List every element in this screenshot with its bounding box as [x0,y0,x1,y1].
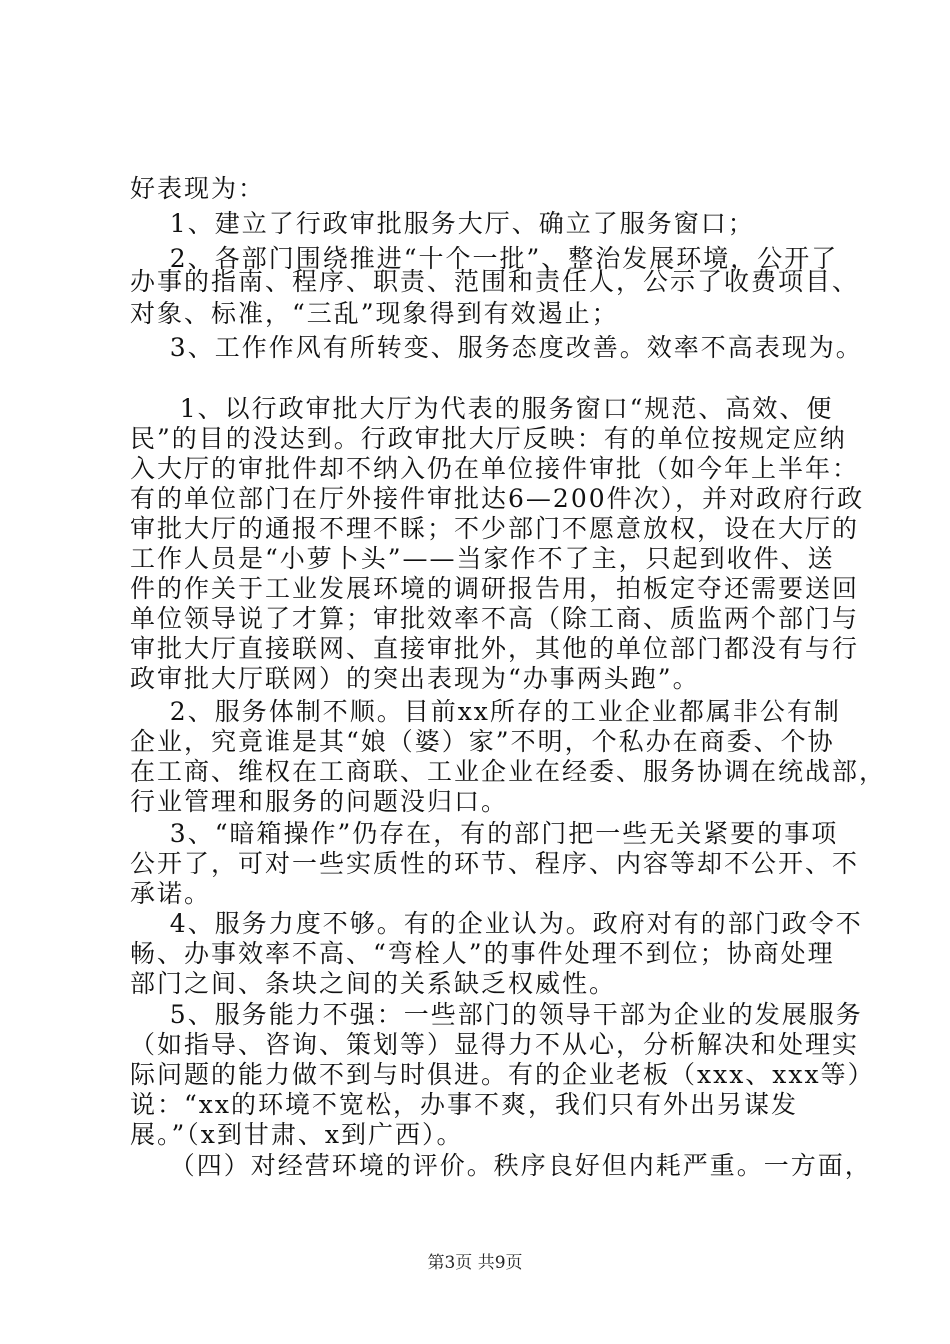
text-line: 部门之间、条块之间的关系缺乏权威性。 [130,969,617,998]
text-line: 际问题的能力做不到与时俱进。有的企业老板（xxx、xxx等） [130,1060,875,1089]
text-line: 2、服务体制不顺。目前xx所存的工业企业都属非公有制 [130,697,841,726]
text-line: 企业，究竟谁是其“娘（婆）家”不明，个私办在商委、个协 [130,727,835,756]
text-line: 政审批大厅联网）的突出表现为“办事两头跑”。 [130,664,700,693]
text-line: 好表现为： [130,174,266,203]
text-line: 办事的指南、程序、职责、范围和责任人，公示了收费项目、 [130,267,860,296]
text-line: 行业管理和服务的问题没归口。 [130,787,509,816]
text-line: 对象、标准，“三乱”现象得到有效遏止； [130,299,619,328]
text-line: 展。”（x到甘肃、x到广西）。 [130,1120,464,1149]
text-line: 3、“暗箱操作”仍存在，有的部门把一些无关紧要的事项 [130,819,839,848]
text-line: 有的单位部门在厅外接件审批达6—200件次），并对政府行政 [130,484,865,513]
text-line: 民”的目的没达到。行政审批大厅反映：有的单位按规定应纳 [130,424,847,453]
text-line: 审批大厅直接联网、直接审批外，其他的单位部门都没有与行 [130,634,860,663]
text-line: 说：“xx的环境不宽松，办事不爽，我们只有外出另谋发 [130,1090,798,1119]
text-line: 2、各部门围绕推进“十个一批”、整治发展环境，公开了 [130,244,839,273]
text-line: 工作人员是“小萝卜头”——当家作不了主，只起到收件、送 [130,544,835,573]
text-line: 审批大厅的通报不理不睬；不少部门不愿意放权，设在大厅的 [130,514,860,543]
text-line: 公开了，可对一些实质性的环节、程序、内容等却不公开、不 [130,849,860,878]
text-line: 1、以行政审批大厅为代表的服务窗口“规范、高效、便 [130,394,834,423]
text-line: 4、服务力度不够。有的企业认为。政府对有的部门政令不 [130,909,863,938]
text-line: 5、服务能力不强：一些部门的领导干部为企业的发展服务 [130,1000,863,1029]
text-line: （如指导、咨询、策划等）显得力不从心，分析解决和处理实 [130,1030,860,1059]
text-line: 畅、办事效率不高、“弯栓人”的事件处理不到位；协商处理 [130,939,835,968]
text-line: 3、工作作风有所转变、服务态度改善。效率不高表现为。 [130,333,863,362]
text-line: 在工商、维权在工商联、工业企业在经委、服务协调在统战部， [130,757,887,786]
text-line: 单位领导说了才算；审批效率不高（除工商、质监两个部门与 [130,604,860,633]
text-line: 件的作关于工业发展环境的调研报告用，拍板定夺还需要送回 [130,574,860,603]
text-line: 1、建立了行政审批服务大厅、确立了服务窗口； [130,209,755,238]
text-line: 入大厅的审批件却不纳入仍在单位接件审批（如今年上半年： [130,454,860,483]
text-line: 承诺。 [130,879,212,908]
page-footer: 第3页 共9页 [427,1253,523,1273]
text-line: （四）对经营环境的评价。秩序良好但内耗严重。一方面， [130,1151,872,1180]
